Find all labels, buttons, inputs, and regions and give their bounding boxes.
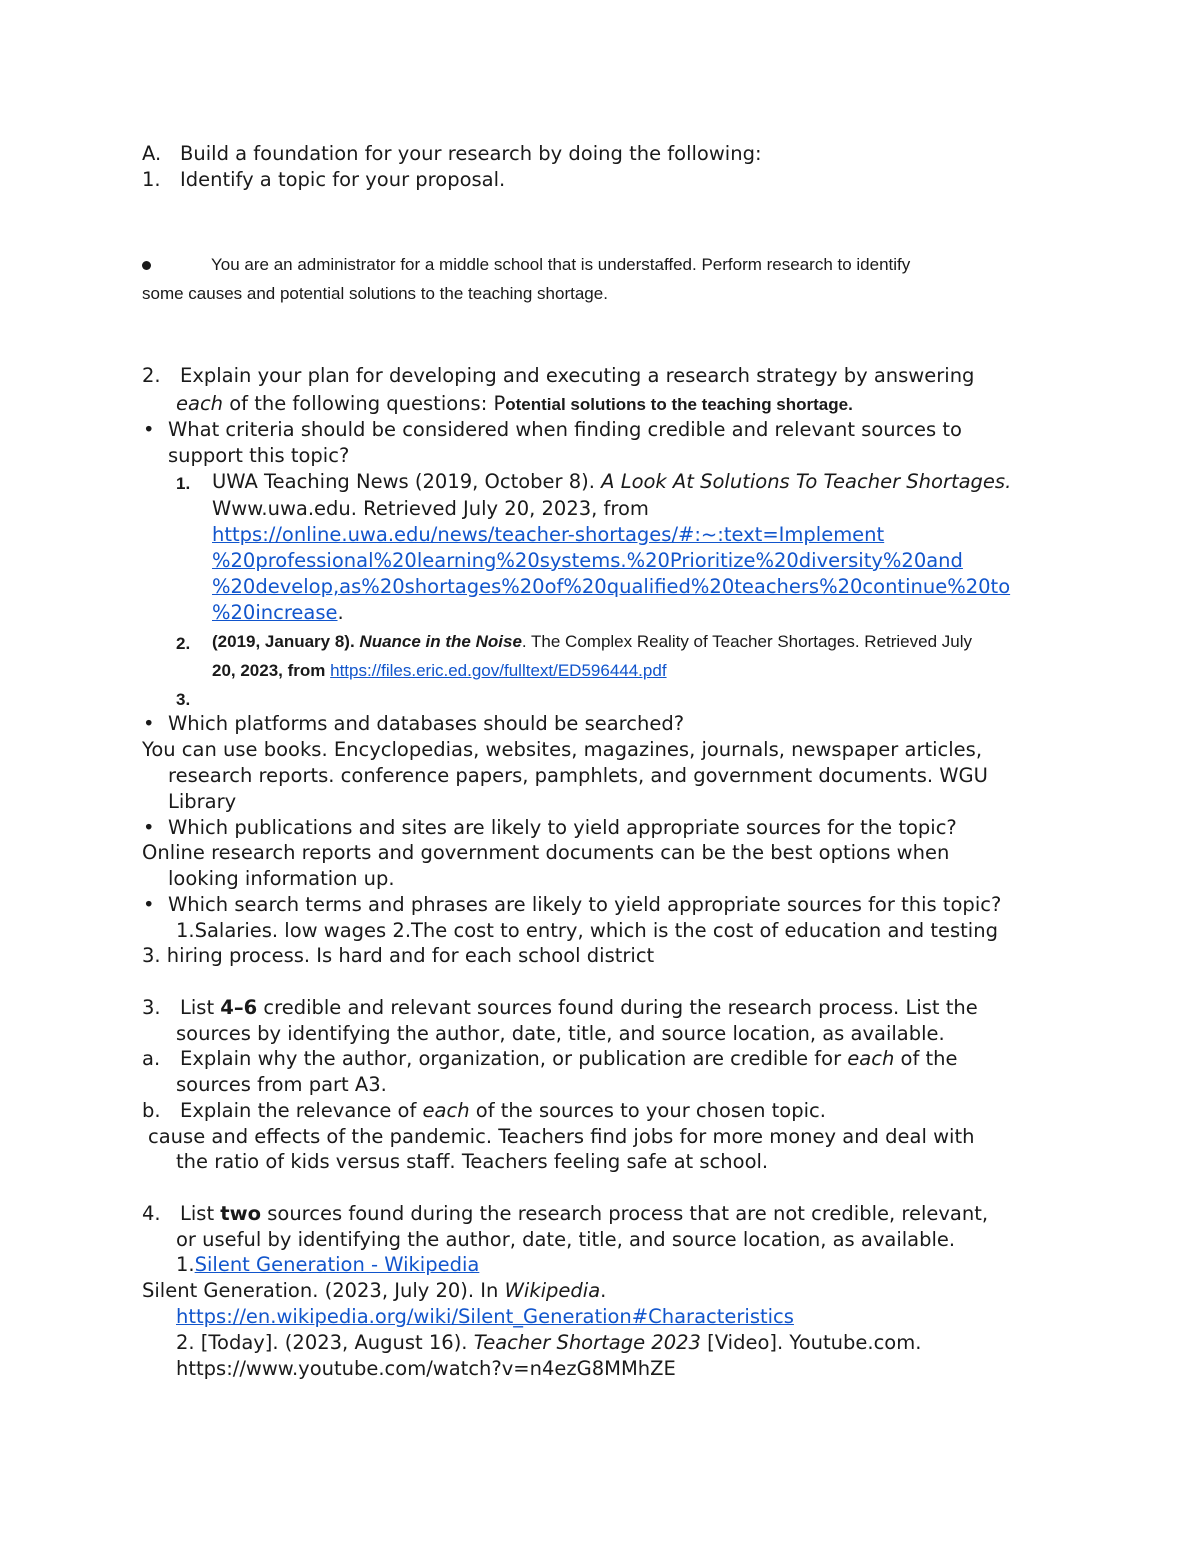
question-1-line-1: What criteria should be considered when finding credible and relevant sources to [168,418,962,441]
bad-source-1-citation [142,1278,606,1304]
source-1-author-date: UWA Teaching News (2019, October 8). [212,470,602,493]
item-3-line-1 [180,995,978,1021]
answer-2-line-2: research reports. conference papers, pamphlets, and government documents. WGU [168,764,988,787]
answer-4-line-2: 3. hiring process. Is hard and for each school district [142,944,655,967]
item-1-marker: 1. [142,168,161,191]
source-3-marker: 3. [176,690,191,709]
item-2-line-2-bold: otential solutions to the teaching shortage. [505,395,853,414]
source-2-line-2 [212,658,667,684]
item-4-line-2: or useful by identifying the author, date, title, and source location, as available. [176,1228,956,1251]
source-1-url-line-4[interactable]: %20increase [212,601,338,624]
bad-source-1-num: 1. [176,1253,195,1276]
item-2-line-1: Explain your plan for developing and executing a research strategy by answering [180,364,975,387]
bad-source-2-pre: 2. [Today]. (2023, August 16). [176,1331,474,1354]
item-2-marker: 2. [142,364,161,387]
question-3-text: Which publications and sites are likely to yield appropriate sources for the topic? [168,816,957,839]
source-2-title: Nuance in the Noise [359,632,522,651]
scenario-line-1: You are an administrator for a middle school that is understaffed. Perform research to identify [211,255,911,274]
item-2-line-2-rest: of the following questions: P [223,392,506,415]
bad-source-1-cite-it: Wikipedia [504,1279,601,1302]
answer-2-line-1: You can use books. Encyclopedias, websites, magazines, journals, newspaper articles, [142,738,983,761]
item-3a-line-1 [180,1046,958,1072]
item-3b-pre: Explain the relevance of [180,1099,423,1122]
answer-3-line-1: Online research reports and government documents can be the best options when [142,841,950,864]
item-4-pre: List [180,1202,221,1225]
bad-source-2-url: https://www.youtube.com/watch?v=n4ezG8MMhZE [176,1357,676,1380]
item-3b-emph: each [422,1099,470,1122]
item-4-bold: two [220,1202,262,1225]
source-1-marker: 1. [176,474,191,493]
question-3-bullet: • [143,816,155,839]
question-4-text: Which search terms and phrases are likely to yield appropriate sources for this topic? [168,893,1002,916]
item-3-pre: List [180,996,221,1019]
bad-source-1-cite-post: . [600,1279,607,1302]
item-4-marker: 4. [142,1202,161,1225]
item-3a-line-2: sources from part A3. [176,1073,387,1096]
source-1-url-line-2[interactable]: %20professional%20learning%20systems.%20Prioritize%20diversity%20and [212,549,963,572]
item-4-rest: sources found during the research process that are not credible, relevant, [261,1202,989,1225]
question-1-bullet: • [143,418,155,441]
bad-source-1-line [176,1252,479,1278]
bad-source-2-post: [Video]. Youtube.com. [700,1331,922,1354]
answer-2-line-3: Library [168,790,237,813]
answer-3b-line-2: the ratio of kids versus staff. Teachers feeling safe at school. [176,1150,769,1173]
item-3b-marker: b. [142,1099,161,1122]
item-3-line-2: sources by identifying the author, date, title, and source location, as available. [176,1022,945,1045]
source-2-retrieved: 20, 2023, from [212,661,331,680]
source-2-url[interactable]: https://files.eric.ed.gov/fulltext/ED596444.pdf [330,661,667,680]
source-1-title: A Look At Solutions To Teacher Shortages. [601,470,1012,493]
answer-4-line-1: 1.Salaries. low wages 2.The cost to entry, which is the cost of education and testing [176,919,998,942]
item-3a-emph: each [847,1047,895,1070]
bad-source-2-title: Teacher Shortage 2023 [473,1331,701,1354]
source-1-line-2: Www.uwa.edu. Retrieved July 20, 2023, from [212,497,649,520]
item-2-emph: each [176,392,224,415]
source-2-rest: . The Complex Reality of Teacher Shortages. Retrieved July [521,632,972,651]
item-1-text: Identify a topic for your proposal. [180,168,506,191]
question-1-line-2: support this topic? [168,444,350,467]
scenario-line-2: some causes and potential solutions to the teaching shortage. [142,284,608,303]
question-2-bullet: • [143,712,155,735]
item-2-line-2 [176,391,853,418]
section-a-marker: A. [142,142,162,165]
bad-source-1-url[interactable]: https://en.wikipedia.org/wiki/Silent_Generation#Characteristics [176,1305,794,1328]
source-1-url-line-1[interactable]: https://online.uwa.edu/news/teacher-shortages/#:~:text=Implement [212,523,885,546]
bad-source-2-citation [176,1330,921,1356]
bad-source-1-cite-pre: Silent Generation. (2023, July 20). In [142,1279,505,1302]
bullet-dot-icon [142,261,151,270]
answer-3b-line-1: cause and effects of the pandemic. Teachers find jobs for more money and deal with [148,1125,975,1148]
item-3a-post: of the [894,1047,958,1070]
item-3b-line-1 [180,1098,826,1124]
answer-3-line-2: looking information up. [168,867,395,890]
question-4-bullet: • [143,893,155,916]
item-3-bold: 4–6 [220,996,258,1019]
source-2-date: (2019, January 8). [212,632,360,651]
source-1-url-line-3[interactable]: %20develop,as%20shortages%20of%20qualified%20teachers%20continue%20to [212,575,1011,598]
bad-source-1-link[interactable]: Silent Generation - Wikipedia [194,1253,480,1276]
item-3a-marker: a. [142,1047,161,1070]
item-4-line-1 [180,1201,988,1227]
source-1-url-line-4-wrap [212,600,344,626]
source-1-period: . [337,601,344,624]
source-2-line-1 [212,629,972,655]
item-3a-pre: Explain why the author, organization, or publication are credible for [180,1047,848,1070]
item-3-marker: 3. [142,996,161,1019]
source-2-marker: 2. [176,634,191,653]
item-3b-post: of the sources to your chosen topic. [469,1099,826,1122]
question-2-text: Which platforms and databases should be searched? [168,712,685,735]
section-a-text: Build a foundation for your research by doing the following: [180,142,762,165]
item-3-rest: credible and relevant sources found during the research process. List the [257,996,978,1019]
source-1-line-1 [212,469,1011,495]
